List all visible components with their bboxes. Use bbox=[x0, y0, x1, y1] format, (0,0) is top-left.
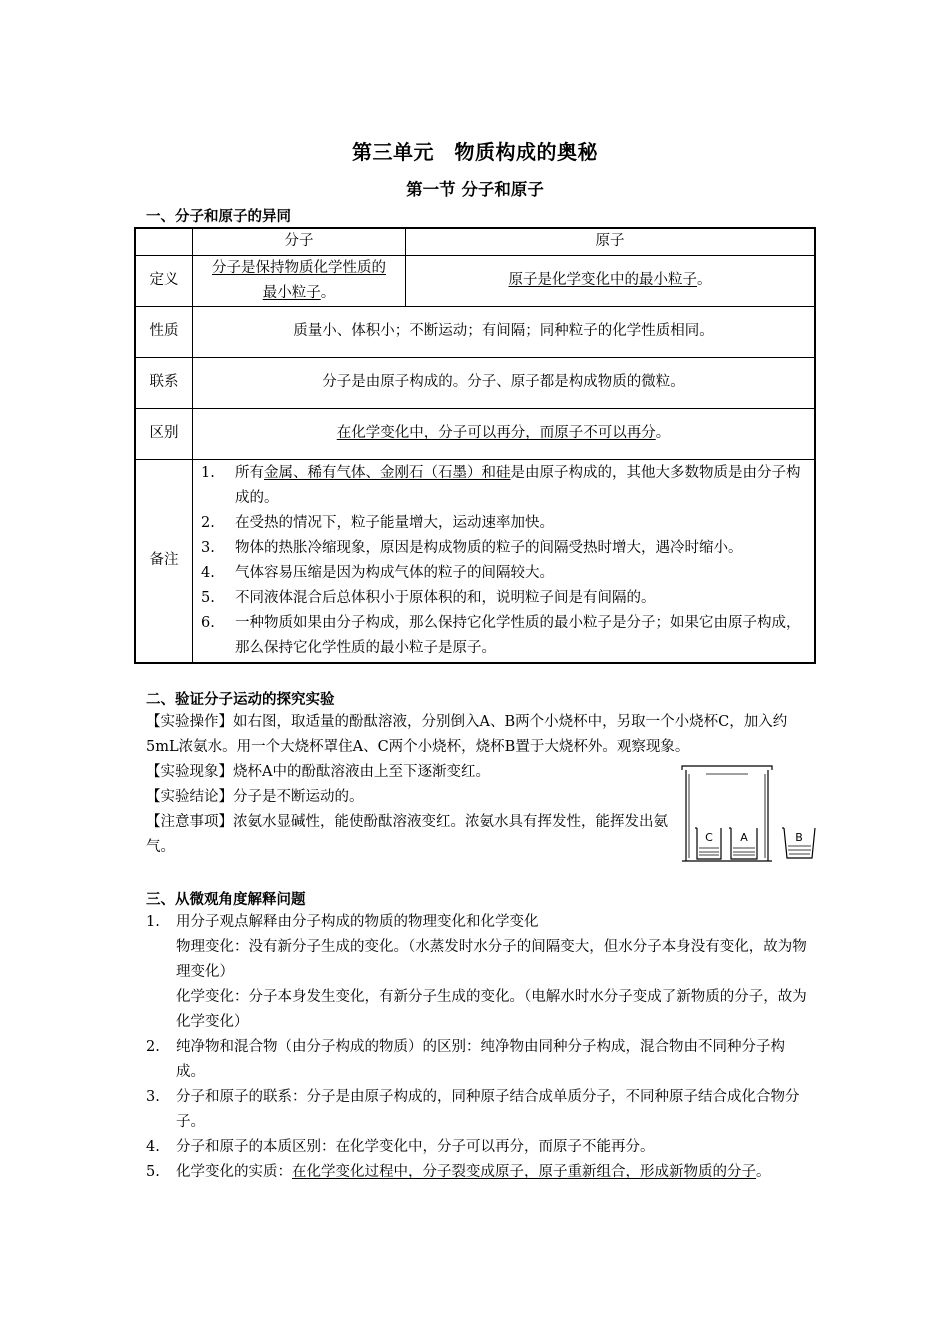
col-header-molecule: 分子 bbox=[193, 228, 406, 255]
difference-text: 在化学变化中，分子可以再分，而原子不可以再分。 bbox=[193, 408, 816, 459]
row-label-notes: 备注 bbox=[135, 459, 193, 663]
beaker-label-b: B bbox=[795, 831, 803, 844]
col-header-atom: 原子 bbox=[406, 228, 816, 255]
beaker-diagram bbox=[676, 762, 820, 866]
chemical-change-text: 化学变化：分子本身发生变化，有新分子生成的变化。（电解水时水分子变成了新物质的分子，故为化学变化） bbox=[176, 989, 807, 1030]
part3-heading: 三、从微观角度解释问题 bbox=[146, 892, 306, 908]
section-title: 第一节 分子和原子 bbox=[406, 180, 544, 199]
definition-atom: 原子是化学变化中的最小粒子。 bbox=[406, 255, 816, 306]
experiment-conclusion: 【实验结论】分子是不断运动的。 bbox=[146, 789, 364, 805]
list-item: 3. 分子和原子的联系：分子是由原子构成的，同种原子结合成单质分子，不同种原子结合成化合物分子。 bbox=[146, 1089, 800, 1130]
note-item: 5. 不同液体混合后总体积小于原体积的和，说明粒子间是有间隔的。 bbox=[201, 589, 656, 606]
notes-cell bbox=[193, 459, 816, 663]
definition-molecule: 分子是保持物质化学性质的最小粒子。 bbox=[193, 255, 406, 306]
note-item: 3. 物体的热胀冷缩现象，原因是构成物质的粒子的间隔受热时增大，遇冷时缩小。 bbox=[201, 539, 743, 556]
row-label-difference: 区别 bbox=[135, 408, 193, 459]
list-item: 5. 化学变化的实质：在化学变化过程中，分子裂变成原子，原子重新组合，形成新物质的分子。 bbox=[146, 1164, 771, 1180]
part1-heading: 一、分子和原子的异同 bbox=[146, 209, 291, 225]
list-item: 4. 分子和原子的本质区别：在化学变化中，分子可以再分，而原子不能再分。 bbox=[146, 1139, 655, 1155]
row-label-relation: 联系 bbox=[135, 357, 193, 408]
property-text: 质量小、体积小；不断运动；有间隔；同种粒子的化学性质相同。 bbox=[193, 306, 816, 357]
table-corner bbox=[135, 228, 193, 255]
unit-title: 第三单元 物质构成的奥秘 bbox=[352, 140, 598, 164]
physical-change-text: 物理变化：没有新分子生成的变化。（水蒸发时水分子的间隔变大，但水分子本身没有变化，故为物理变化） bbox=[176, 939, 807, 980]
comparison-table bbox=[134, 227, 816, 664]
part2-heading: 二、验证分子运动的探究实验 bbox=[146, 692, 335, 708]
large-beaker-rim bbox=[682, 766, 772, 770]
beaker-label-a: A bbox=[740, 831, 748, 844]
experiment-notice: 【注意事项】浓氨水显碱性，能使酚酞溶液变红。浓氨水具有挥发性，能挥发出氨气。 bbox=[146, 814, 668, 855]
notes-list bbox=[193, 461, 814, 661]
note-item: 2. 在受热的情况下，粒子能量增大，运动速率加快。 bbox=[201, 514, 554, 531]
note-item: 4. 气体容易压缩是因为构成气体的粒子的间隔较大。 bbox=[201, 564, 554, 581]
row-label-definition: 定义 bbox=[135, 255, 193, 306]
note-item: 6. 一种物质如果由分子构成，那么保持它化学性质的最小粒子是分子；如果它由原子构成，那么保持它化学性质的最小粒子是原子。 bbox=[201, 614, 801, 656]
note-item: 1. 所有金属、稀有气体、金刚石（石墨）和硅是由原子构成的，其他大多数物质是由分子构成的。 bbox=[201, 464, 801, 506]
beaker-label-c: C bbox=[705, 831, 713, 844]
list-item: 1. 用分子观点解释由分子构成的物质的物理变化和化学变化 物理变化：没有新分子生成的变化。（水蒸发时水分子的间隔变大，但水分子本身没有变化，故为物理变化） 化学变化：分子本身发生变化，有新分子生成的变化。（电解水时水分子变成了新物质的分子，故为化学变化） bbox=[146, 910, 810, 1035]
list-item: 2. 纯净物和混合物（由分子构成的物质）的区别：纯净物由同种分子构成，混合物由不同种分子构成。 bbox=[146, 1039, 785, 1080]
relation-text: 分子是由原子构成的。分子、原子都是构成物质的微粒。 bbox=[193, 357, 816, 408]
part3-list bbox=[146, 910, 810, 1185]
experiment-phenomenon: 【实验现象】烧杯A中的酚酞溶液由上至下逐渐变红。 bbox=[146, 764, 490, 780]
experiment-operation: 【实验操作】如右图，取适量的酚酞溶液，分别倒入A、B两个小烧杯中，另取一个小烧杯C，加入约5mL浓氨水。用一个大烧杯罩住A、C两个小烧杯，烧杯B置于大烧杯外。观察现象。 bbox=[146, 714, 788, 755]
large-beaker-walls bbox=[682, 770, 772, 861]
row-label-property: 性质 bbox=[135, 306, 193, 357]
